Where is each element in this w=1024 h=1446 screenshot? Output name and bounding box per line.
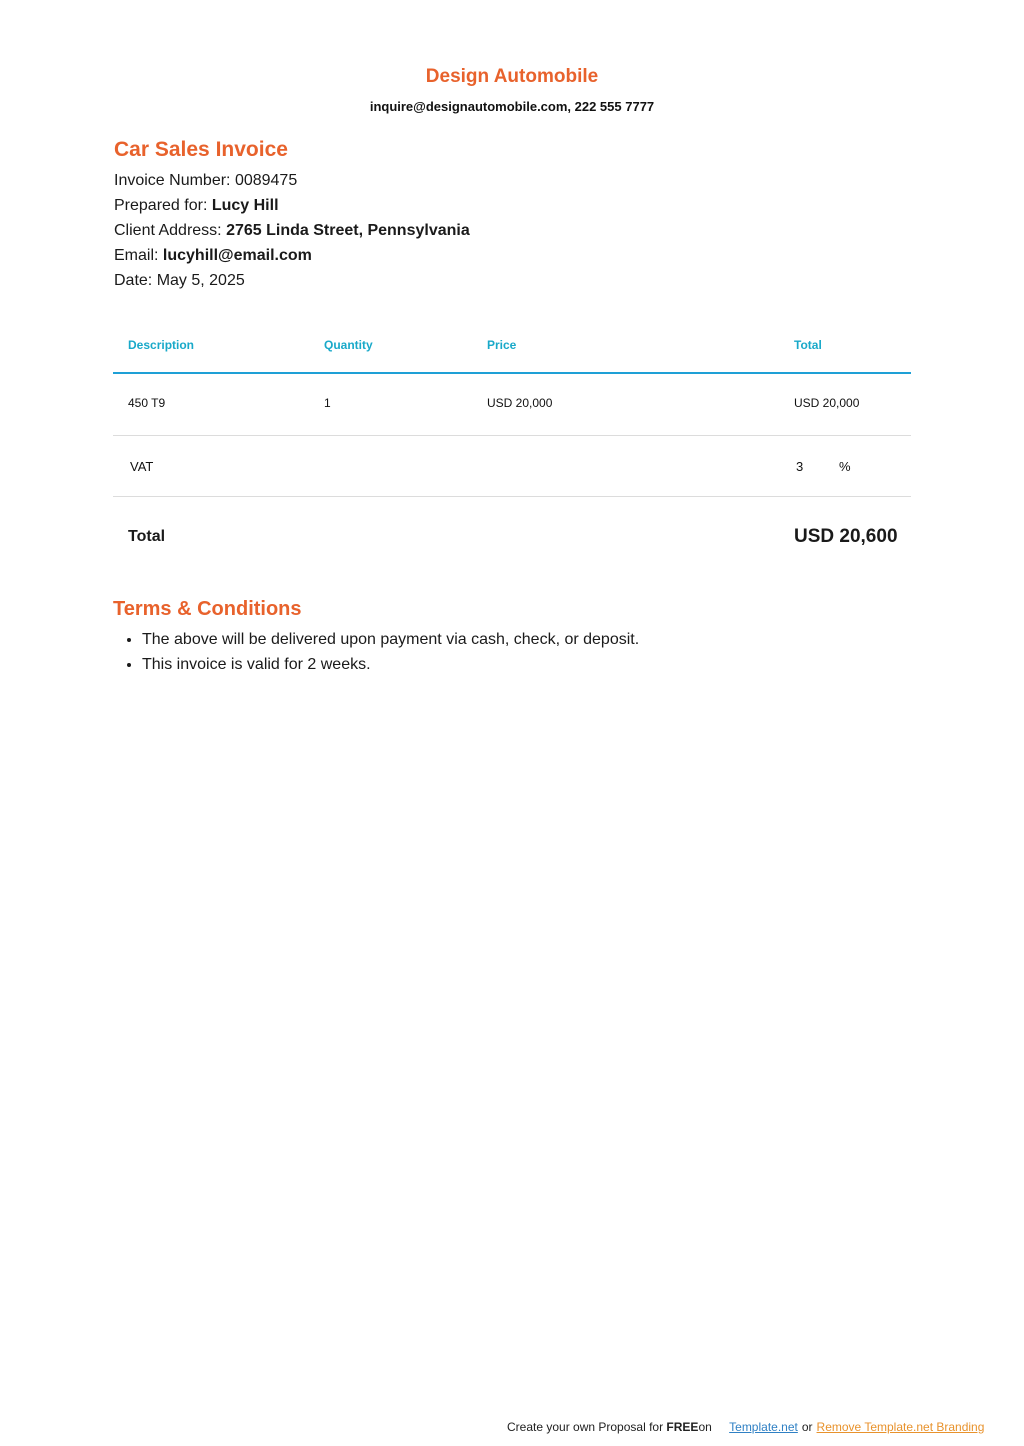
client-address-value: 2765 Linda Street, Pennsylvania	[226, 222, 470, 239]
item-price: USD 20,000	[487, 396, 553, 410]
invoice-info	[114, 168, 470, 293]
terms-title: Terms & Conditions	[113, 598, 302, 620]
invoice-number-label: Invoice Number:	[114, 172, 235, 189]
footer-free: FREE	[666, 1420, 699, 1434]
email-label: Email:	[114, 247, 163, 264]
date-label: Date:	[114, 272, 157, 289]
date-line	[114, 268, 470, 293]
email-value: lucyhill@email.com	[162, 247, 312, 264]
table-row	[113, 374, 911, 436]
vat-unit: %	[839, 459, 851, 474]
header-total: Total	[794, 338, 822, 352]
vat-value: 3	[796, 459, 804, 474]
vat-row	[113, 436, 911, 497]
header-description: Description	[128, 338, 195, 352]
header-quantity: Quantity	[324, 338, 373, 352]
footer-or: or	[801, 1420, 813, 1434]
total-row	[113, 497, 911, 577]
template-net-link[interactable]: Template.net	[729, 1420, 798, 1434]
client-address-label: Client Address:	[114, 222, 227, 239]
client-address-line	[114, 218, 470, 243]
company-name: Design Automobile	[425, 66, 599, 87]
prepared-for-label: Prepared for:	[114, 197, 212, 214]
company-contact: inquire@designautomobile.com, 222 555 7777	[369, 99, 655, 114]
date-value: May 5, 2025	[156, 272, 245, 289]
total-label: Total	[128, 528, 166, 545]
item-quantity: 1	[324, 396, 331, 410]
total-value: USD 20,600	[794, 526, 898, 547]
list-item: • The above will be delivered upon payment via cash, check, or deposit.	[142, 627, 639, 652]
vat-label: VAT	[130, 459, 154, 474]
item-description: 450 T9	[128, 396, 166, 410]
terms-list	[114, 627, 639, 677]
item-total: USD 20,000	[794, 396, 860, 410]
remove-branding-link[interactable]: Remove Template.net Branding	[816, 1420, 985, 1434]
footer-prefix: Create your own Proposal for	[507, 1420, 667, 1434]
invoice-number-line	[114, 168, 470, 193]
invoice-number-value: 0089475	[234, 172, 298, 189]
list-item: • This invoice is valid for 2 weeks.	[142, 652, 639, 677]
footer-branding	[507, 1420, 984, 1434]
footer-on: on	[698, 1420, 712, 1434]
prepared-for-value: Lucy Hill	[211, 197, 279, 214]
invoice-table	[113, 318, 911, 577]
prepared-for-line	[114, 193, 470, 218]
email-line	[114, 243, 470, 268]
page-title: Car Sales Invoice	[114, 138, 288, 161]
header-price: Price	[487, 338, 517, 352]
table-header-row	[113, 318, 911, 374]
